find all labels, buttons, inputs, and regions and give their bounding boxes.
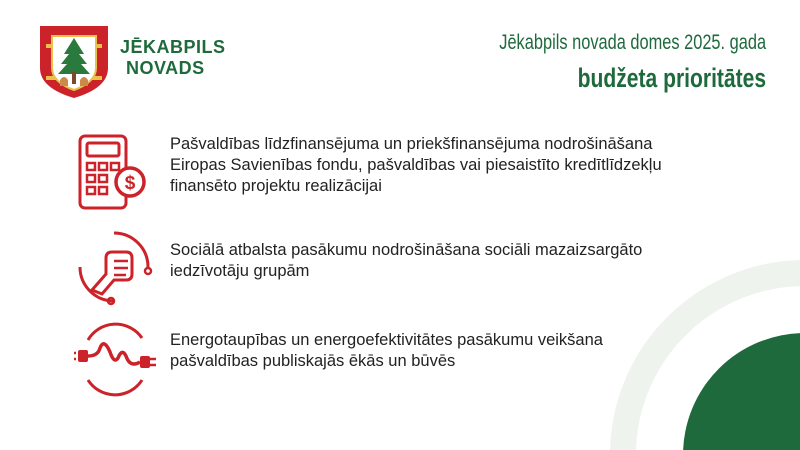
municipality-logo [36, 22, 226, 100]
title-line-1: Jēkabpils novada domes 2025. gada [499, 31, 766, 54]
logo-line-1: JĒKABPILS [120, 37, 226, 57]
priority-item-cofinancing [74, 132, 764, 216]
page-title [424, 28, 766, 98]
calculator-dollar-icon [74, 132, 158, 216]
svg-text:$: $ [124, 173, 136, 194]
energy-plug-icon [74, 318, 158, 402]
priority-text: Sociālā atbalsta pasākumu nodrošināšana sociāli mazaizsargāto iedzīvotāju grupām [170, 241, 643, 280]
priority-item-social-support [74, 228, 764, 312]
title-line-2: budžeta prioritātes [577, 63, 766, 93]
logo-line-2: NOVADS [126, 58, 205, 78]
priority-text: Energotaupības un energoefektivitātes pasākumu veikšana pašvaldības publiskajās ēkās un būvēs [170, 331, 603, 370]
helping-hand-icon [74, 228, 158, 312]
coat-of-arms-icon [36, 22, 114, 100]
priority-item-energy [74, 318, 764, 402]
priority-text: Pašvaldības līdzfinansējuma un priekšfinansējuma nodrošināšana Eiropas Savienības fondu, pašvaldības vai piesaistīto kredītlīdzekļu finansēto projektu realizācijai [170, 135, 662, 195]
